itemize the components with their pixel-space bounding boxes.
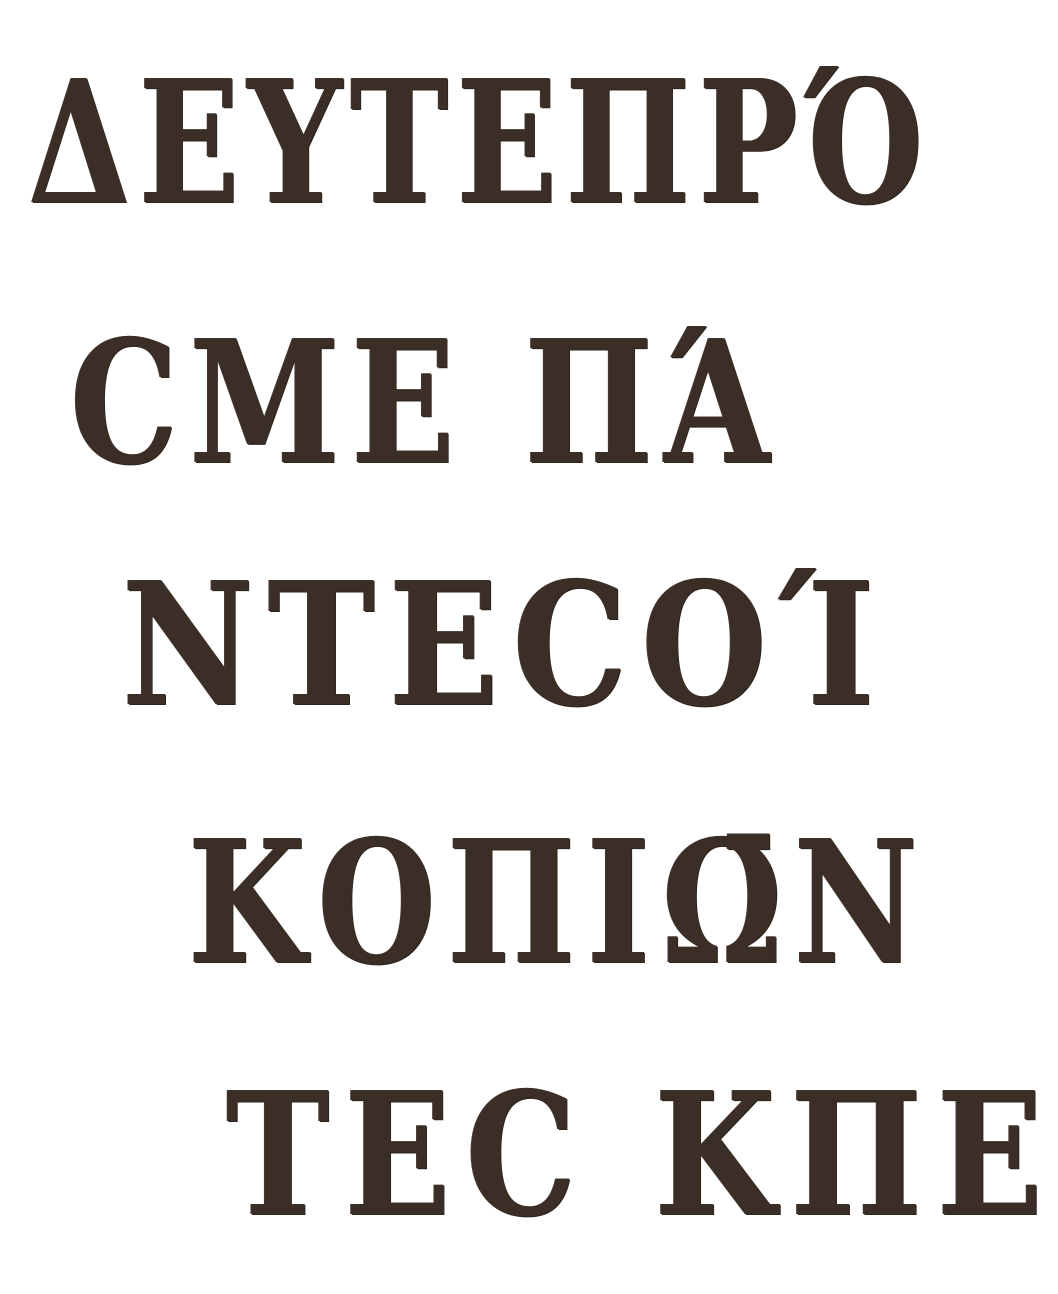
inscription-line: ΤΕϹ ΚΠΕ xyxy=(226,1055,1058,1255)
inscription-line: ϹΜΕ ΠΆ xyxy=(70,303,781,503)
inscription-line: ΝΤΕϹΟΊ xyxy=(122,545,890,745)
inscription-line: ΚΟΠΙΩ̄Ν xyxy=(188,803,930,1003)
inscription-line: ΔΕΥΤΕΠΡΌ xyxy=(28,43,932,243)
